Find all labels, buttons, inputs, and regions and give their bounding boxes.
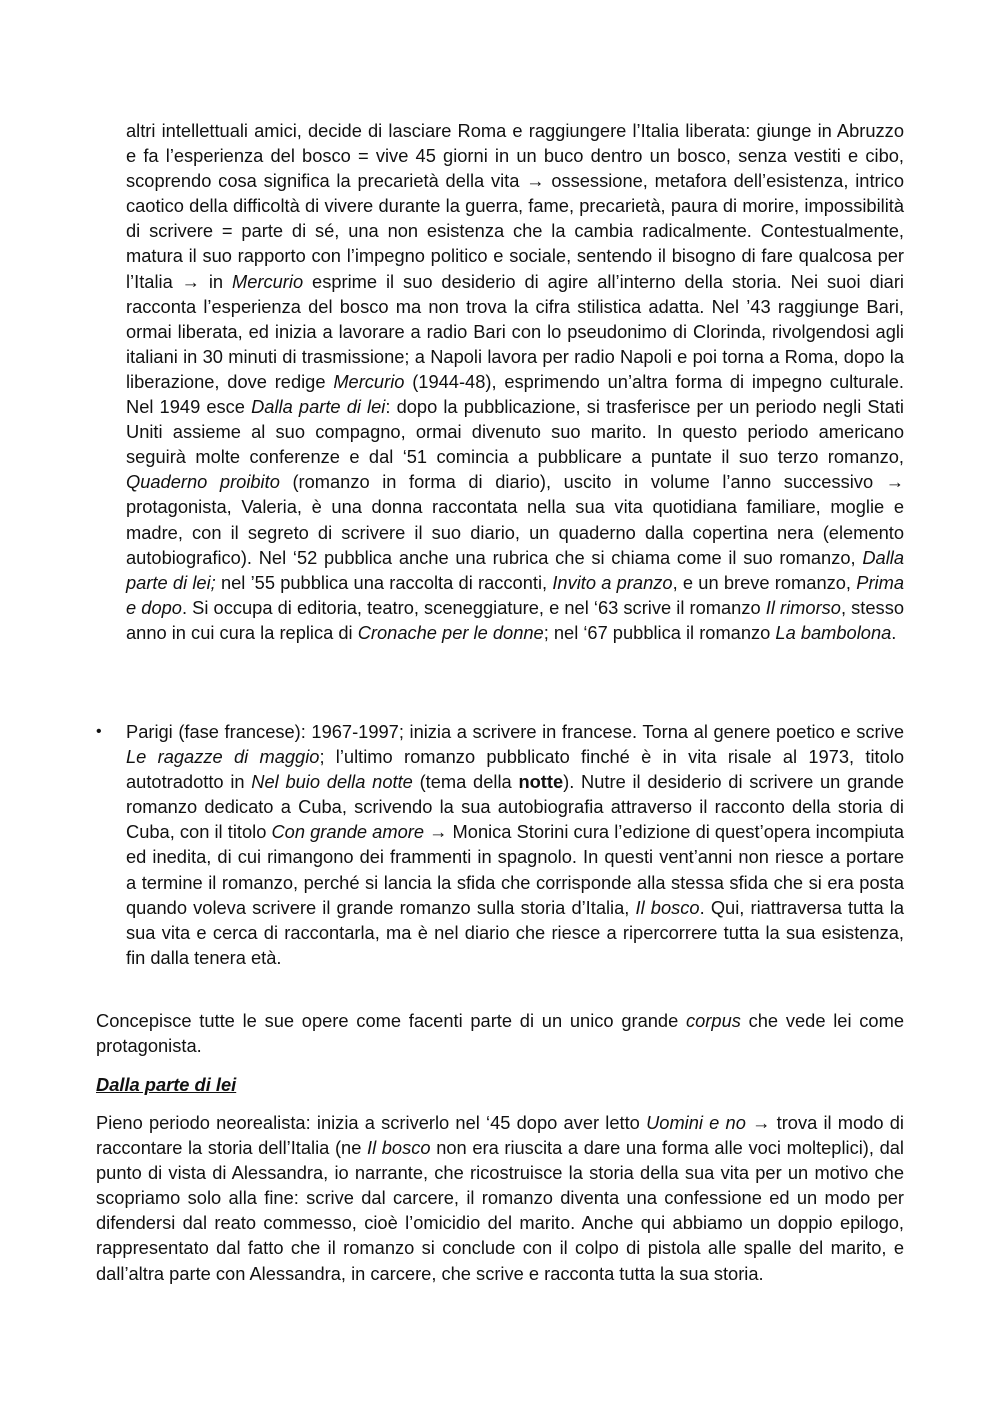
italic-term: corpus (686, 1010, 741, 1031)
arrow-icon: → (885, 471, 904, 493)
section-heading: Dalla parte di lei (96, 1074, 237, 1095)
arrow-icon: → (526, 170, 545, 192)
work-title: Il bosco (367, 1137, 431, 1159)
work-title: Mercurio (333, 370, 405, 392)
work-title: Mercurio (232, 270, 304, 292)
work-title: La bambolona (775, 621, 892, 643)
bullet-icon: • (96, 723, 102, 740)
work-title: Con grande amore (271, 821, 425, 843)
work-title: Cronache per le donne (357, 621, 544, 643)
work-title: Nel buio della notte (251, 771, 413, 793)
work-title: Prima e dopo (126, 571, 904, 618)
work-title: Dalla parte di lei; (126, 546, 904, 593)
arrow-icon: → (181, 270, 200, 292)
work-title: Dalla parte di lei (251, 396, 386, 418)
work-title: Quaderno proibito (126, 471, 280, 493)
paragraph-biography: altri intellettuali amici, decide di lasciare Roma e raggiungere l’Italia liberata: giunge in Abruzzo e fa l’esperienza del bosco = vive 45 giorni in un buco dentro un bosco, senza vestiti e cibo, scoprendo cosa significa la precarietà della vita → ossessione, metafora dell’esistenza, intrico caotico della difficoltà di vivere durante la guerra, fame, precarietà, paura di morire, impossibilità di scrivere = parte di sé, una non esistenza che la cambia radicalmente. Contestualmente, matura il suo rapporto con l’impegno politico e sociale, sentendo il bisogno di fare qualcosa per l’Italia → in Mercurio esprime il suo desiderio di agire all’interno della storia. Nei suoi diari racconta l’esperienza del bosco ma non trova la cifra stilistica adatta. Nel ’43 raggiunge Bari, ormai liberata, ed inizia a lavorare a radio Bari con lo pseudonimo di Clorinda, rivolgendosi agli italiani in 30 minuti di trasmissione; a Napoli lavora per radio Napoli e poi torna a Roma, dopo la liberazione, dove redige Mercurio (1944-48), esprimendo un’altra forma di impegno culturale. Nel 1949 esce Dalla parte di lei: dopo la pubblicazione, si trasferisce per un periodo negli Stati Uniti assieme al suo compagno, ormai divenuto suo marito. In questo periodo americano seguirà molte conferenze e dal ‘51 comincia a pubblicare a puntate il suo terzo romanzo, Quaderno proibito (romanzo in forma di diario), uscito in volume l’anno successivo → protagonista, Valeria, è una donna raccontata nella sua vita quotidiana familiare, moglie e madre, con il segreto di scrivere il suo diario, un quaderno dalla copertina nera (elemento autobiografico). Nel ‘52 pubblica anche una rubrica che si chiama come il suo romanzo, Dalla parte di lei; nel ’55 pubblica una raccolta di racconti, Invito a pranzo, e un breve romanzo, Prima e dopo. Si occupa di editoria, teatro, sceneggiature, e nel ‘63 scrive il romanzo Il rimorso, stesso anno in cui cura la replica di Cronache per le donne; nel ‘67 pubblica il romanzo La bambolona. (126, 120, 905, 643)
bullet-item-paris: Parigi (fase francese): 1967-1997; inizia a scrivere in francese. Torna al genere poetico e scrive Le ragazze di maggio; l’ultimo romanzo pubblicato finché è in vita risale al 1973, titolo autotradotto in Nel buio della notte (tema della notte). Nutre il desiderio di scrivere un grande romanzo dedicato a Cuba, scrivendo la sua autobiografia attraverso il racconto della storia di Cuba, con il titolo Con grande amore → Monica Storini cura l’edizione di quest’opera incompiuta ed inedita, di cui rimangono dei frammenti in spagnolo. In questi vent’anni non riesce a portare a termine il romanzo, perché si lancia la sfida che corrisponde alla stessa sfida che si era posta quando voleva scrivere il grande romanzo sulla storia d’Italia, Il bosco. Qui, riattraversa tutta la sua vita e cerca di raccontarla, ma è nel diario che riesce a ripercorrere tutta la sua esistenza, fin dalla tenera età. (126, 721, 905, 968)
work-title: Invito a pranzo (552, 571, 673, 593)
arrow-icon: → (429, 821, 448, 843)
bold-term: notte (518, 771, 564, 793)
work-title: Il bosco (635, 896, 700, 918)
paragraph-dalla-parte-di-lei: Pieno periodo neorealista: inizia a scriverlo nel ‘45 dopo aver letto Uomini e no → trova il modo di raccontare la storia dell’Italia (ne Il bosco non era riuscita a dare una forma alle voci molteplici), dal punto di vista di Alessandra, io narrante, che ricostruisce la storia della sua vita per un motivo che scopriamo solo alla fine: scrive dal carcere, il romanzo diventa una confessione ed un modo per difendersi dal reato commesso, cioè l’omicidio del marito. Anche qui abbiamo un doppio epilogo, rappresentato dal fatto che il romanzo si conclude con il colpo di pistola alle spalle del marito, e dall’altra parte con Alessandra, in carcere, che scrive e racconta tutta la sua storia. (96, 1112, 904, 1284)
work-title: Le ragazze di maggio (126, 746, 320, 768)
work-title: Il rimorso (765, 596, 841, 618)
paragraph-corpus: Concepisce tutte le sue opere come facenti parte di un unico grande corpus che vede lei come protagonista. (96, 1010, 904, 1057)
arrow-icon: → (752, 1112, 771, 1133)
work-title: Uomini e no (646, 1112, 746, 1133)
